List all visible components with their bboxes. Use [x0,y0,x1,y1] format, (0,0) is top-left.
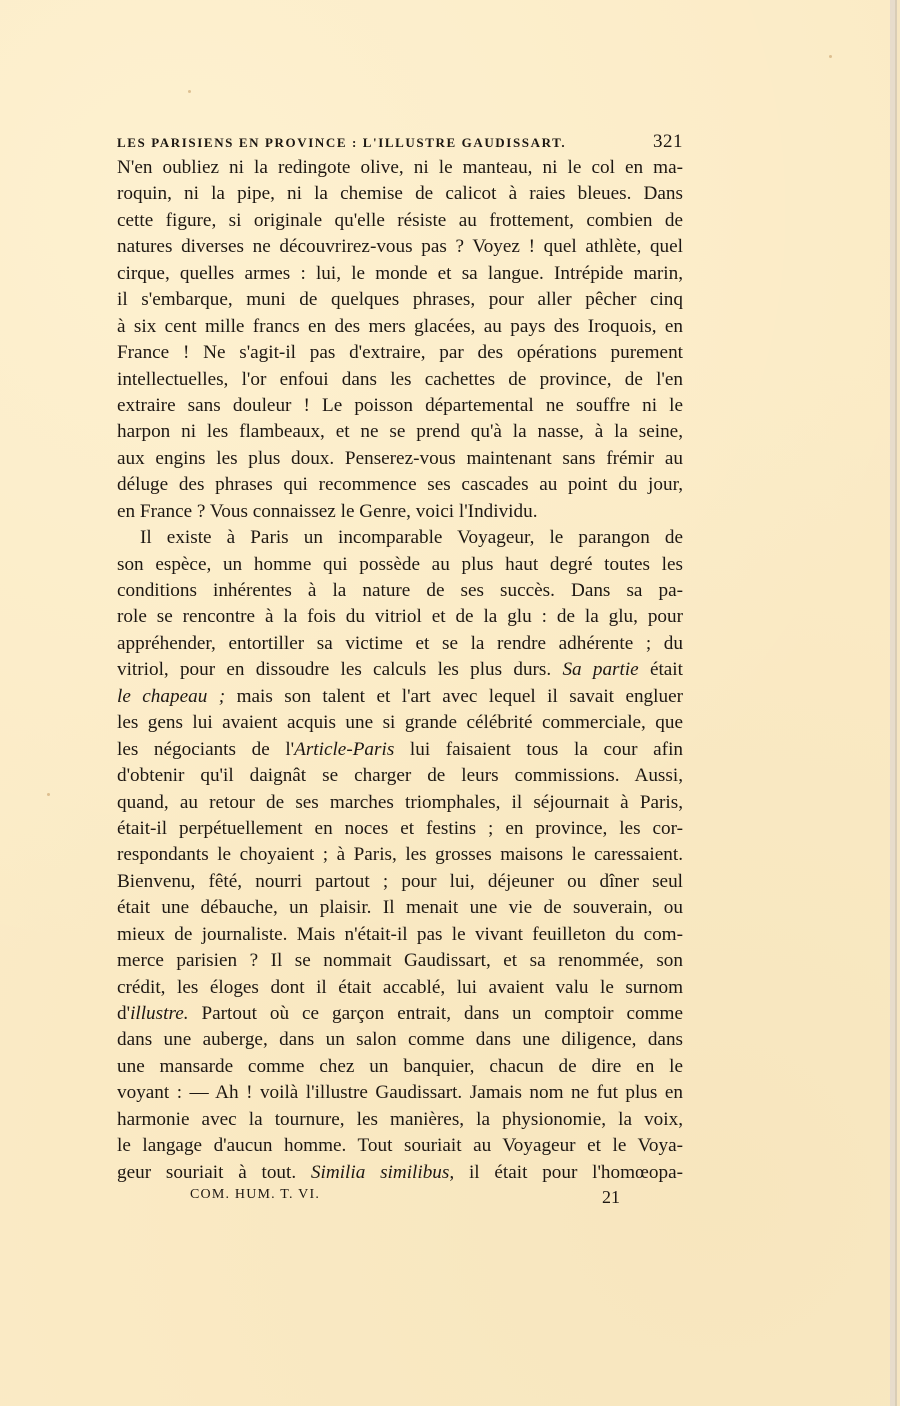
page-number: 321 [653,131,683,152]
text-segment: cette figure, si originale qu'elle résiste au frottement, combien de [117,209,683,231]
text-segment: était une débauche, un plaisir. Il menait une vie de souverain, ou [117,897,683,919]
text-line [117,419,683,445]
text-segment: roquin, ni la pipe, ni la chemise de calicot à raies bleues. Dans [117,183,683,205]
body-text [117,155,683,1186]
text-segment: était [638,659,683,681]
text-segment: en France ? Vous connaissez le Genre, voici l'Individu. [117,500,538,522]
text-segment: d' [117,1003,131,1024]
italic-phrase: Similia similibus, [310,1161,455,1183]
text-line [117,763,683,789]
text-line [117,816,683,842]
text-line [117,552,683,578]
signature-mark: COM. HUM. T. VI. [190,1187,321,1202]
text-line [117,1027,683,1053]
text-segment: geur souriait à tout. [117,1161,311,1183]
italic-phrase: Sa partie [562,659,639,681]
text-segment: il s'embarque, muni de quelques phrases, pour aller pêcher cinq [117,289,683,311]
text-segment: Bienvenu, fêté, nourri partout ; pour lui, déjeuner ou dîner seul [117,870,683,892]
text-segment: il était pour l'homœopa- [454,1161,683,1183]
page-edge [890,0,895,1406]
text-line [117,922,683,948]
text-line [117,181,683,207]
text-line [117,684,683,710]
text-segment: était-il perpétuellement en noces et festins ; en province, les cor- [117,817,683,839]
text-line [117,499,683,525]
text-line [117,1160,683,1186]
italic-phrase: illustre. [130,1003,189,1024]
text-segment: natures diverses ne découvrirez-vous pas ? Voyez ! quel athlète, quel [117,236,683,258]
text-segment: harmonie avec la tournure, les manières, la physionomie, la voix, [117,1108,683,1130]
text-line [117,790,683,816]
italic-phrase: Article-Paris [294,738,395,760]
text-line [117,657,683,683]
text-line [117,472,683,498]
text-segment: à six cent mille francs en des mers glacées, au pays des Iroquois, en [117,315,683,337]
text-line [117,604,683,630]
signature-number: 21 [602,1187,620,1207]
text-line [117,710,683,736]
text-line [117,1001,683,1027]
text-segment: vitriol, pour en dissoudre les calculs les plus durs. [117,659,563,681]
text-segment: lui faisaient tous la cour afin [394,738,683,760]
text-segment: mieux de journaliste. Mais n'était-il pas le vivant feuilleton du com- [117,923,683,945]
text-line [117,737,683,763]
text-line [117,287,683,313]
text-line [117,446,683,472]
text-line [117,155,683,181]
text-segment: extraire sans douleur ! Le poisson départemental ne souffre ni le [117,394,683,416]
text-segment: dans une auberge, dans un salon comme dans une diligence, dans [117,1029,683,1051]
text-line [117,1054,683,1080]
text-segment: intellectuelles, l'or enfoui dans les cachettes de province, de l'en [117,368,683,390]
text-line [117,578,683,604]
text-segment: cirque, quelles armes : lui, le monde et sa langue. Intrépide marin, [117,262,683,284]
text-segment: son espèce, un homme qui possède au plus haut degré toutes les [117,553,683,575]
text-segment: Il existe à Paris un incomparable Voyageur, le parangon de [140,527,683,549]
text-line [117,869,683,895]
text-segment: role se rencontre à la fois du vitriol et de la glu : de la glu, pour [117,606,683,628]
text-line [117,842,683,868]
paper-speck [188,90,191,93]
text-segment: harpon ni les flambeaux, et ne se prend qu'à la nasse, à la seine, [117,421,683,443]
text-line [117,208,683,234]
text-line [117,261,683,287]
text-line [117,234,683,260]
text-segment: N'en oubliez ni la redingote olive, ni le manteau, ni le col en ma- [117,157,683,178]
page-footer [190,1187,620,1208]
text-segment: aux engins les plus doux. Penserez-vous maintenant sans frémir au [117,447,683,469]
paper-speck [829,55,832,58]
text-line [117,1107,683,1133]
text-segment: les gens lui avaient acquis une si grande célébrité commerciale, que [117,712,683,734]
text-segment: quand, au retour de ses marches triomphales, il séjournait à Paris, [117,791,683,813]
text-line [117,314,683,340]
text-segment: une mansarde comme chez un banquier, chacun de dire en le [117,1055,683,1077]
text-line [117,367,683,393]
text-line [117,1080,683,1106]
text-line [117,340,683,366]
text-segment: les négociants de l' [117,738,295,760]
text-segment: conditions inhérentes à la nature de ses succès. Dans sa pa- [117,580,683,601]
text-line [117,948,683,974]
text-line [117,1133,683,1159]
text-segment: voyant : — Ah ! voilà l'illustre Gaudissart. Jamais nom ne fut plus en [117,1082,683,1104]
text-segment: d'obtenir qu'il daignât se charger de leurs commissions. Aussi, [117,765,683,787]
italic-phrase: le chapeau ; [117,685,226,707]
text-segment: Partout où ce garçon entrait, dans un comptoir comme [188,1003,683,1024]
text-line [117,393,683,419]
text-segment: le langage d'aucun homme. Tout souriait au Voyageur et le Voya- [117,1135,683,1157]
text-segment: mais son talent et l'art avec lequel il savait engluer [225,685,683,707]
text-line [117,895,683,921]
paper-speck [47,793,50,796]
text-segment: respondants le choyaient ; à Paris, les grosses maisons le caressaient. [117,844,683,866]
text-segment: merce parisien ? Il se nommait Gaudissart, et sa renommée, son [117,950,683,972]
text-segment: appréhender, entortiller sa victime et se la rendre adhérente ; du [117,632,683,654]
text-segment: déluge des phrases qui recommence ses cascades au point du jour, [117,474,683,496]
running-head-title: LES PARISIENS EN PROVINCE : L'ILLUSTRE GAUDISSART. [117,135,567,150]
text-segment: France ! Ne s'agit-il pas d'extraire, par des opérations purement [117,342,683,364]
text-line [117,975,683,1001]
text-line [117,525,683,551]
running-head [117,131,683,153]
text-line [117,631,683,657]
text-segment: crédit, les éloges dont il était accablé, lui avaient valu le surnom [117,976,683,998]
